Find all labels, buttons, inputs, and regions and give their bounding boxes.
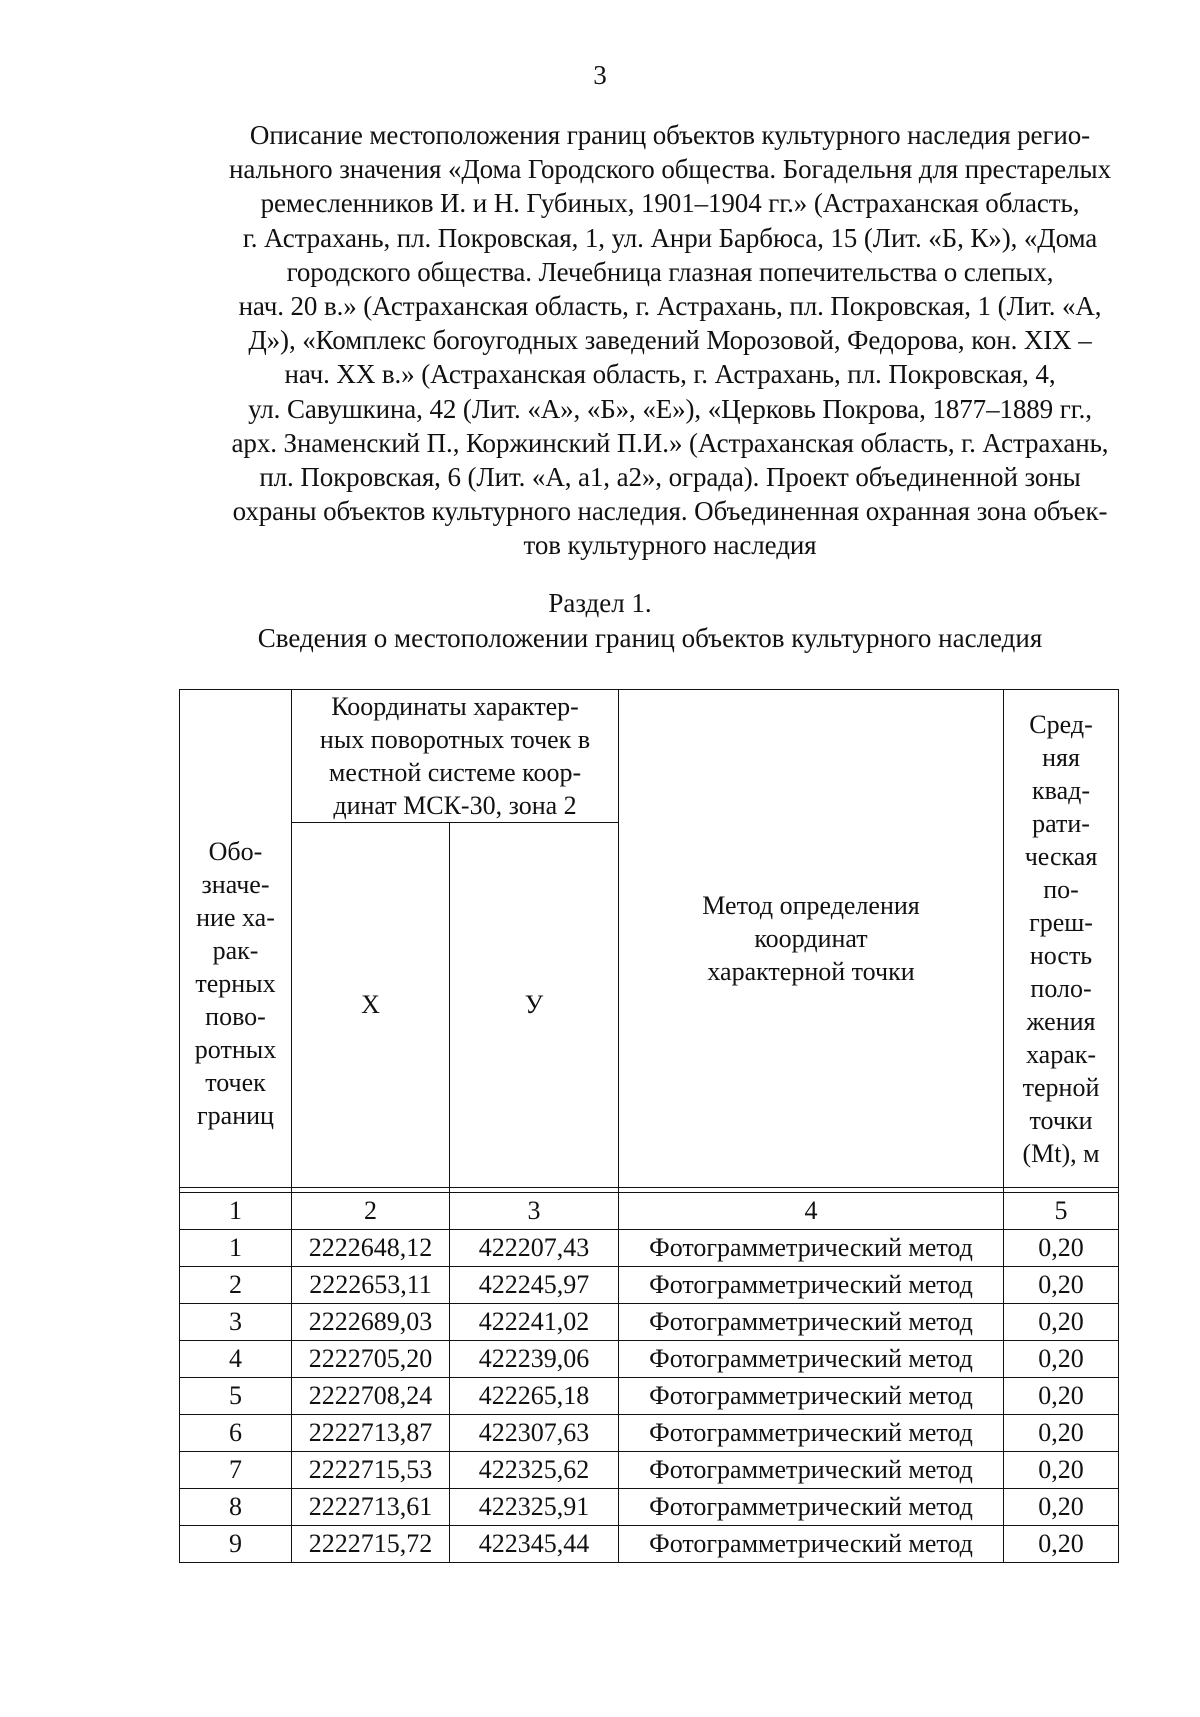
header-y: У	[450, 823, 619, 1188]
column-number: 3	[450, 1193, 619, 1230]
cell-mt: 0,20	[1004, 1489, 1119, 1526]
header-error	[1004, 690, 1119, 1188]
cell-x: 2222653,11	[292, 1267, 450, 1304]
cell-point: 6	[180, 1415, 292, 1452]
cell-method: Фотограмметрический метод	[619, 1526, 1004, 1563]
cell-point: 4	[180, 1341, 292, 1378]
cell-method: Фотограмметрический метод	[619, 1378, 1004, 1415]
table-row	[180, 1267, 1119, 1304]
cell-mt: 0,20	[1004, 1304, 1119, 1341]
page-number: 3	[593, 60, 607, 90]
cell-x: 2222708,24	[292, 1378, 450, 1415]
cell-mt: 0,20	[1004, 1452, 1119, 1489]
cell-y: 422241,02	[450, 1304, 619, 1341]
header-method-label: Метод определения координат характерной точки	[702, 891, 920, 986]
header-designation-label: Обо- значе- ние ха- рак- терных пово- ротных точек границ	[194, 837, 277, 1130]
header-coordinates-group	[292, 690, 619, 823]
cell-point: 2	[180, 1267, 292, 1304]
cell-x: 2222715,53	[292, 1452, 450, 1489]
coordinates-table	[179, 689, 1119, 1563]
title-line: ул. Савушкина, 42 (Лит. «А», «Б», «Е»), «Церковь Покрова, 1877–1889 гг.,	[248, 393, 1092, 424]
column-number: 4	[619, 1193, 1004, 1230]
cell-mt: 0,20	[1004, 1267, 1119, 1304]
section-subheading: Сведения о местоположении границ объектов культурного наследия	[257, 623, 1043, 653]
table-row	[180, 1341, 1119, 1378]
cell-x: 2222705,20	[292, 1341, 450, 1378]
cell-y: 422345,44	[450, 1526, 619, 1563]
table-row	[180, 1415, 1119, 1452]
cell-mt: 0,20	[1004, 1341, 1119, 1378]
cell-y: 422265,18	[450, 1378, 619, 1415]
title-line: нач. XX в.» (Астраханская область, г. Астрахань, пл. Покровская, 4,	[284, 359, 1056, 390]
title-line: пл. Покровская, 6 (Лит. «А, а1, а2», ограда). Проект объединенной зоны	[259, 462, 1081, 493]
cell-point: 7	[180, 1452, 292, 1489]
title-line: охраны объектов культурного наследия. Объединенная охранная зона объек-	[232, 496, 1108, 527]
cell-method: Фотограмметрический метод	[619, 1267, 1004, 1304]
title-line: арх. Знаменский П., Коржинский П.И.» (Астраханская область, г. Астрахань,	[231, 427, 1109, 458]
cell-x: 2222648,12	[292, 1230, 450, 1267]
table-row	[180, 1452, 1119, 1489]
header-coordinates-label: Координаты характер- ных поворотных точек в местной системе коор- динат МСК-30, зона 2	[319, 692, 591, 820]
table-row	[180, 1230, 1119, 1267]
cell-point: 8	[180, 1489, 292, 1526]
cell-method: Фотограмметрический метод	[619, 1230, 1004, 1267]
title-line: Д»), «Комплекс богоугодных заведений Морозовой, Федорова, кон. XIX –	[248, 325, 1092, 356]
table-row	[180, 1304, 1119, 1341]
cell-y: 422325,62	[450, 1452, 619, 1489]
title-line: г. Астрахань, пл. Покровская, 1, ул. Анри Барбюса, 15 (Лит. «Б, К»), «Дома	[242, 222, 1098, 253]
header-error-label: Сред- няя квад- рати- ческая по- греш- ность поло- жения харак- терной точки (Mt), м	[1022, 709, 1100, 1168]
document-title	[190, 118, 1150, 563]
table-row	[180, 1378, 1119, 1415]
cell-mt: 0,20	[1004, 1526, 1119, 1563]
column-number-row	[180, 1193, 1119, 1230]
cell-mt: 0,20	[1004, 1415, 1119, 1452]
column-number: 5	[1004, 1193, 1119, 1230]
cell-mt: 0,20	[1004, 1378, 1119, 1415]
cell-point: 1	[180, 1230, 292, 1267]
cell-point: 9	[180, 1526, 292, 1563]
column-number: 1	[180, 1193, 292, 1230]
cell-x: 2222715,72	[292, 1526, 450, 1563]
header-x: X	[292, 823, 450, 1188]
header-designation	[180, 690, 292, 1188]
title-line: городского общества. Лечебница глазная попечительства о слепых,	[286, 256, 1054, 287]
table-row	[180, 1489, 1119, 1526]
table-row	[180, 1526, 1119, 1563]
header-method	[619, 690, 1004, 1188]
cell-y: 422307,63	[450, 1415, 619, 1452]
cell-method: Фотограмметрический метод	[619, 1452, 1004, 1489]
title-line: тов культурного наследия	[523, 530, 817, 561]
title-line: нач. 20 в.» (Астраханская область, г. Астрахань, пл. Покровская, 1 (Лит. «А,	[238, 291, 1102, 322]
section-heading-block	[0, 586, 1200, 656]
cell-x: 2222713,87	[292, 1415, 450, 1452]
cell-y: 422245,97	[450, 1267, 619, 1304]
title-line: ремесленников И. и Н. Губиных, 1901–1904 гг.» (Астраханская область,	[260, 188, 1080, 219]
cell-method: Фотограмметрический метод	[619, 1341, 1004, 1378]
cell-mt: 0,20	[1004, 1230, 1119, 1267]
cell-y: 422207,43	[450, 1230, 619, 1267]
cell-method: Фотограмметрический метод	[619, 1304, 1004, 1341]
title-line: нального значения «Дома Городского общества. Богадельня для престарелых	[229, 154, 1111, 185]
cell-point: 5	[180, 1378, 292, 1415]
column-number: 2	[292, 1193, 450, 1230]
cell-y: 422239,06	[450, 1341, 619, 1378]
cell-method: Фотограмметрический метод	[619, 1415, 1004, 1452]
cell-x: 2222713,61	[292, 1489, 450, 1526]
title-line: Описание местоположения границ объектов культурного наследия регио-	[249, 120, 1091, 150]
cell-method: Фотограмметрический метод	[619, 1489, 1004, 1526]
cell-x: 2222689,03	[292, 1304, 450, 1341]
cell-y: 422325,91	[450, 1489, 619, 1526]
cell-point: 3	[180, 1304, 292, 1341]
section-heading: Раздел 1.	[548, 588, 652, 618]
